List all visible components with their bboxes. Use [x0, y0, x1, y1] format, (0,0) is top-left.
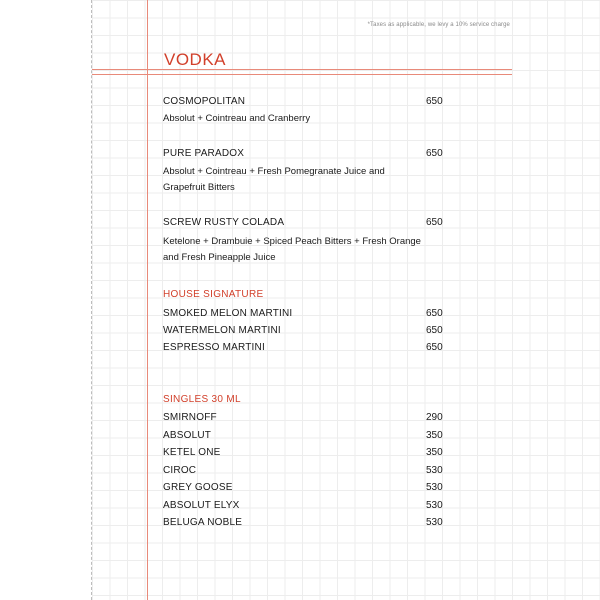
header-rule-top [92, 69, 512, 70]
menu-item-name: PURE PARADOX [163, 148, 245, 159]
perforation-line [91, 0, 92, 600]
signature-item-name: SMOKED MELON MARTINI [163, 308, 293, 319]
singles-item-name: SMIRNOFF [163, 412, 217, 423]
signature-item-name: WATERMELON MARTINI [163, 325, 281, 336]
header-rule-bottom [92, 74, 512, 75]
singles-item-name: ABSOLUT [163, 430, 212, 441]
menu-item-price: 650 [426, 148, 443, 159]
singles-item-name: KETEL ONE [163, 447, 221, 458]
singles-item-price: 350 [426, 430, 443, 441]
singles-item-price: 530 [426, 517, 443, 528]
singles-item-name: BELUGA NOBLE [163, 517, 243, 528]
singles-heading: SINGLES 30 ML [163, 394, 241, 405]
menu-item-description: Absolut + Cointreau + Fresh Pomegranate Juice and Grapefruit Bitters [163, 166, 385, 193]
singles-item-price: 350 [426, 447, 443, 458]
singles-item-name: GREY GOOSE [163, 482, 233, 493]
signature-item-price: 650 [426, 342, 443, 353]
menu-item-name: COSMOPOLITAN [163, 96, 246, 107]
singles-item-name: ABSOLUT ELYX [163, 500, 240, 511]
singles-item-price: 530 [426, 500, 443, 511]
singles-item-name: CIROC [163, 465, 197, 476]
signature-item-name: ESPRESSO MARTINI [163, 342, 265, 353]
margin-rule-vertical [147, 0, 148, 600]
house-signature-heading: HOUSE SIGNATURE [163, 289, 264, 300]
signature-item-price: 650 [426, 308, 443, 319]
singles-item-price: 290 [426, 412, 443, 423]
menu-item-price: 650 [426, 217, 443, 228]
section-heading: VODKA [164, 50, 227, 69]
service-charge-note: *Taxes as applicable, we levy a 10% service charge [367, 22, 510, 28]
menu-item-name: SCREW RUSTY COLADA [163, 217, 285, 228]
menu-item-description: Absolut + Cointreau and Cranberry [163, 113, 311, 124]
singles-item-price: 530 [426, 482, 443, 493]
singles-item-price: 530 [426, 465, 443, 476]
signature-item-price: 650 [426, 325, 443, 336]
menu-item-price: 650 [426, 96, 443, 107]
page-left-margin [0, 0, 92, 600]
menu-item-description: Ketelone + Drambuie + Spiced Peach Bitters + Fresh Orange and Fresh Pineapple Juice [163, 236, 421, 263]
